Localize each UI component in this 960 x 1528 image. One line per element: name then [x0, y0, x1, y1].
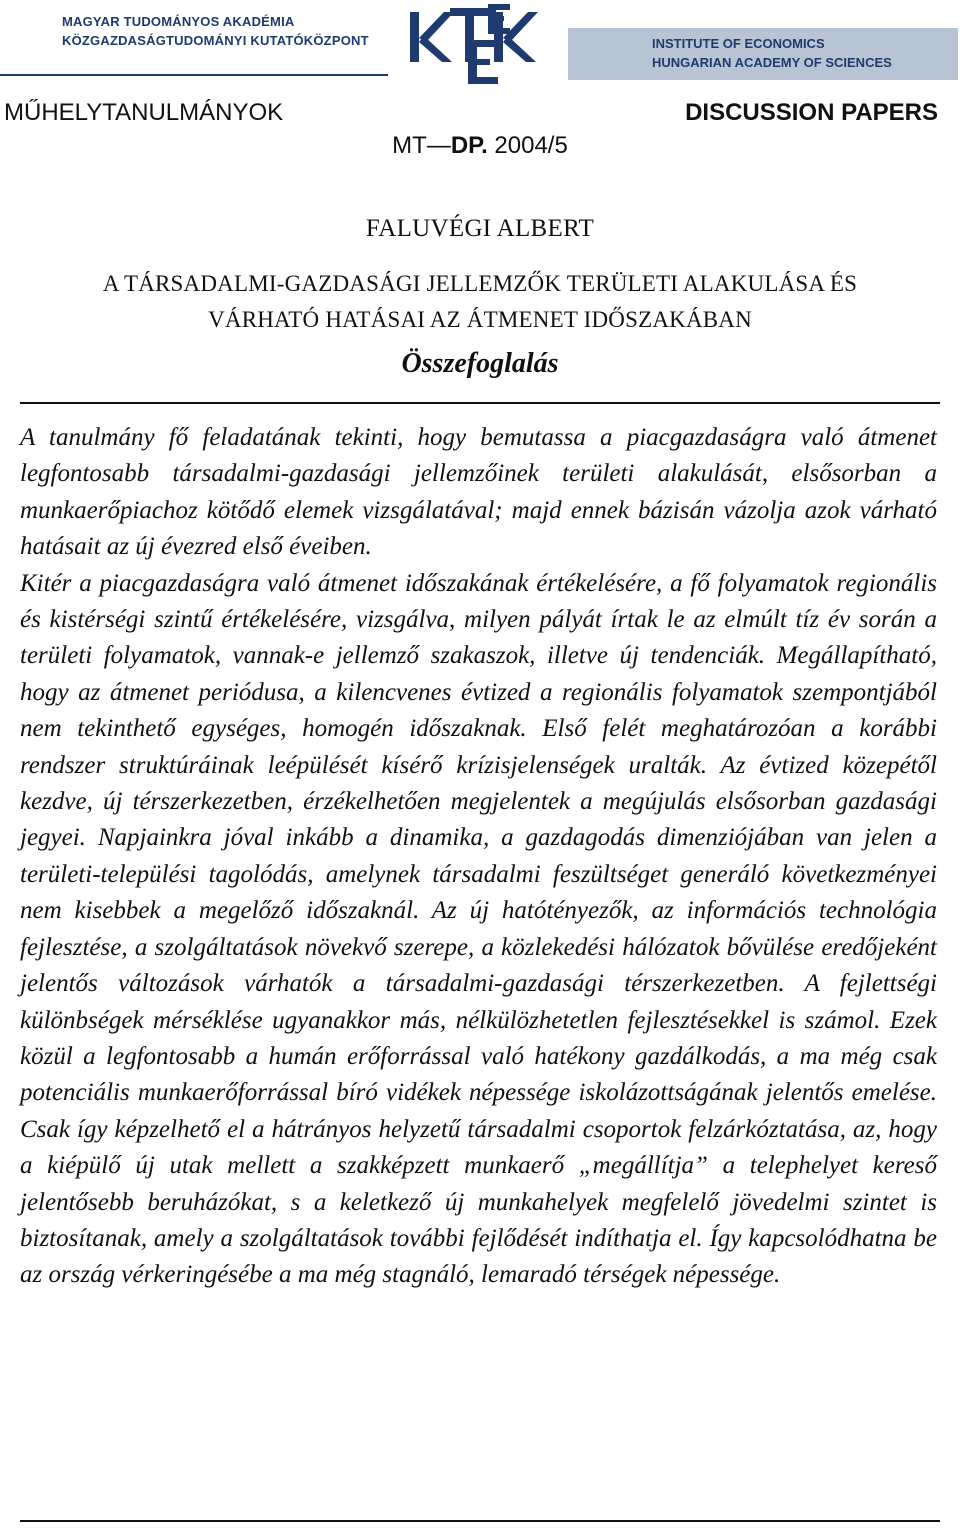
institute-en-line2: HUNGARIAN ACADEMY OF SCIENCES	[652, 55, 892, 70]
series-name-hungarian: MŰHELYTANULMÁNYOK	[4, 99, 284, 126]
header-divider-bar	[0, 74, 388, 76]
paper-code-dp: DP.	[450, 132, 488, 159]
institute-hungarian-block	[62, 12, 388, 50]
paper-title-line1: A TÁRSADALMI-GAZDASÁGI JELLEMZŐK TERÜLETI ALAKULÁSA ÉS	[102, 271, 858, 296]
paper-code-prefix: MT—	[392, 132, 451, 159]
institute-logo	[404, 2, 554, 88]
paper-title	[0, 266, 960, 338]
paper-code	[0, 132, 960, 160]
institute-hu-line1: MAGYAR TUDOMÁNYOS AKADÉMIA	[62, 14, 295, 29]
abstract-text	[20, 420, 937, 1294]
top-rule	[20, 402, 940, 404]
paper-title-line2: VÁRHATÓ HATÁSAI AZ ÁTMENET IDŐSZAKÁBAN	[208, 307, 752, 332]
institute-english-block	[568, 28, 958, 80]
abstract-paragraph-2: Kitér a piacgazdaságra való átmenet időszakának értékelésére, a fő folyamatok regionális és kistérségi szintű értékelésére, vizsgálva, milyen pályát írtak le az elmúlt tíz év során a területi folyamatok, vannak-e jellemző szakaszok, illetve új tendenciák. Megállapítható, hogy az átmenet periódusa, a kilencvenes évtized a regionális folyamatok szempontjából nem tekinthető egységes, homogén időszaknak. Első felét meghatározóan a korábbi rendszer struktúráinak leépülését kísérő krízisjelenségek uralták. Az évtized közepétől kezdve, új térszerkezetben, érzékelhetően megjelentek a megújulás elsősorban gazdasági jegyei. Napjainkra jóval inkább a dinamika, a gazdagodás dimenziójában van jelen a területi-települési tagolódás, amelynek társadalmi feszültséget generáló következményei nem kisebbek a megelőző időszaknál. Az új hatótényezők, az információs technológia fejlesztése, a szolgáltatások növekvő szerepe, a közlekedési hálózatok bővülése eredőjeként jelentős változások várhatók a társadalmi-gazdasági térszerkezetben. A fejlettségi különbségek mérséklése ugyanakkor más, nélkülözhetetlen fejlesztésekkel is számol. Ezek közül a legfontosabb a humán erőforrással való hatékony gazdálkodás, a ma még csak potenciális munkaerőforrással bíró vidékek népessége iskolázottságának jelentős emelése. Csak így képzelhető el a hátrányos helyzetű társadalmi csoportok felzárkóztatása, az, hogy a kiépülő új utak mellett a szakképzett munkaerő „megállítja” a telephelyet kereső jelentősebb beruházókat, s a keletkező új munkahelyek megfelelő jövedelmi szintet is biztosítanak, amely a szolgáltatások további fejlődését indíthatja el. Így kapcsolódhatna be az ország vérkeringésébe a ma még stagnáló, lemaradó térségek népessége.	[20, 569, 937, 1289]
author-name: FALUVÉGI ALBERT	[365, 215, 595, 242]
bottom-rule	[20, 1520, 940, 1522]
abstract-paragraph-1: A tanulmány fő feladatának tekinti, hogy bemutassa a piacgazdaságra való átmenet legfontosabb társadalmi-gazdasági jellemzőinek területi alakulását, elsősorban a munkaerőpiachoz kötődő elemek vizsgálatával; majd ennek bázisán vázolja azok várható hatásait az új évezred első éveiben.	[20, 424, 937, 561]
page-header	[0, 0, 960, 95]
institute-hu-line2: KÖZGAZDASÁGTUDOMÁNYI KUTATÓKÖZPONT	[62, 33, 369, 48]
series-name-english: DISCUSSION PAPERS	[685, 99, 938, 126]
section-heading: Összefoglalás	[401, 348, 559, 379]
institute-en-line1: INSTITUTE OF ECONOMICS	[652, 36, 825, 51]
paper-code-number: 2004/5	[487, 132, 568, 159]
